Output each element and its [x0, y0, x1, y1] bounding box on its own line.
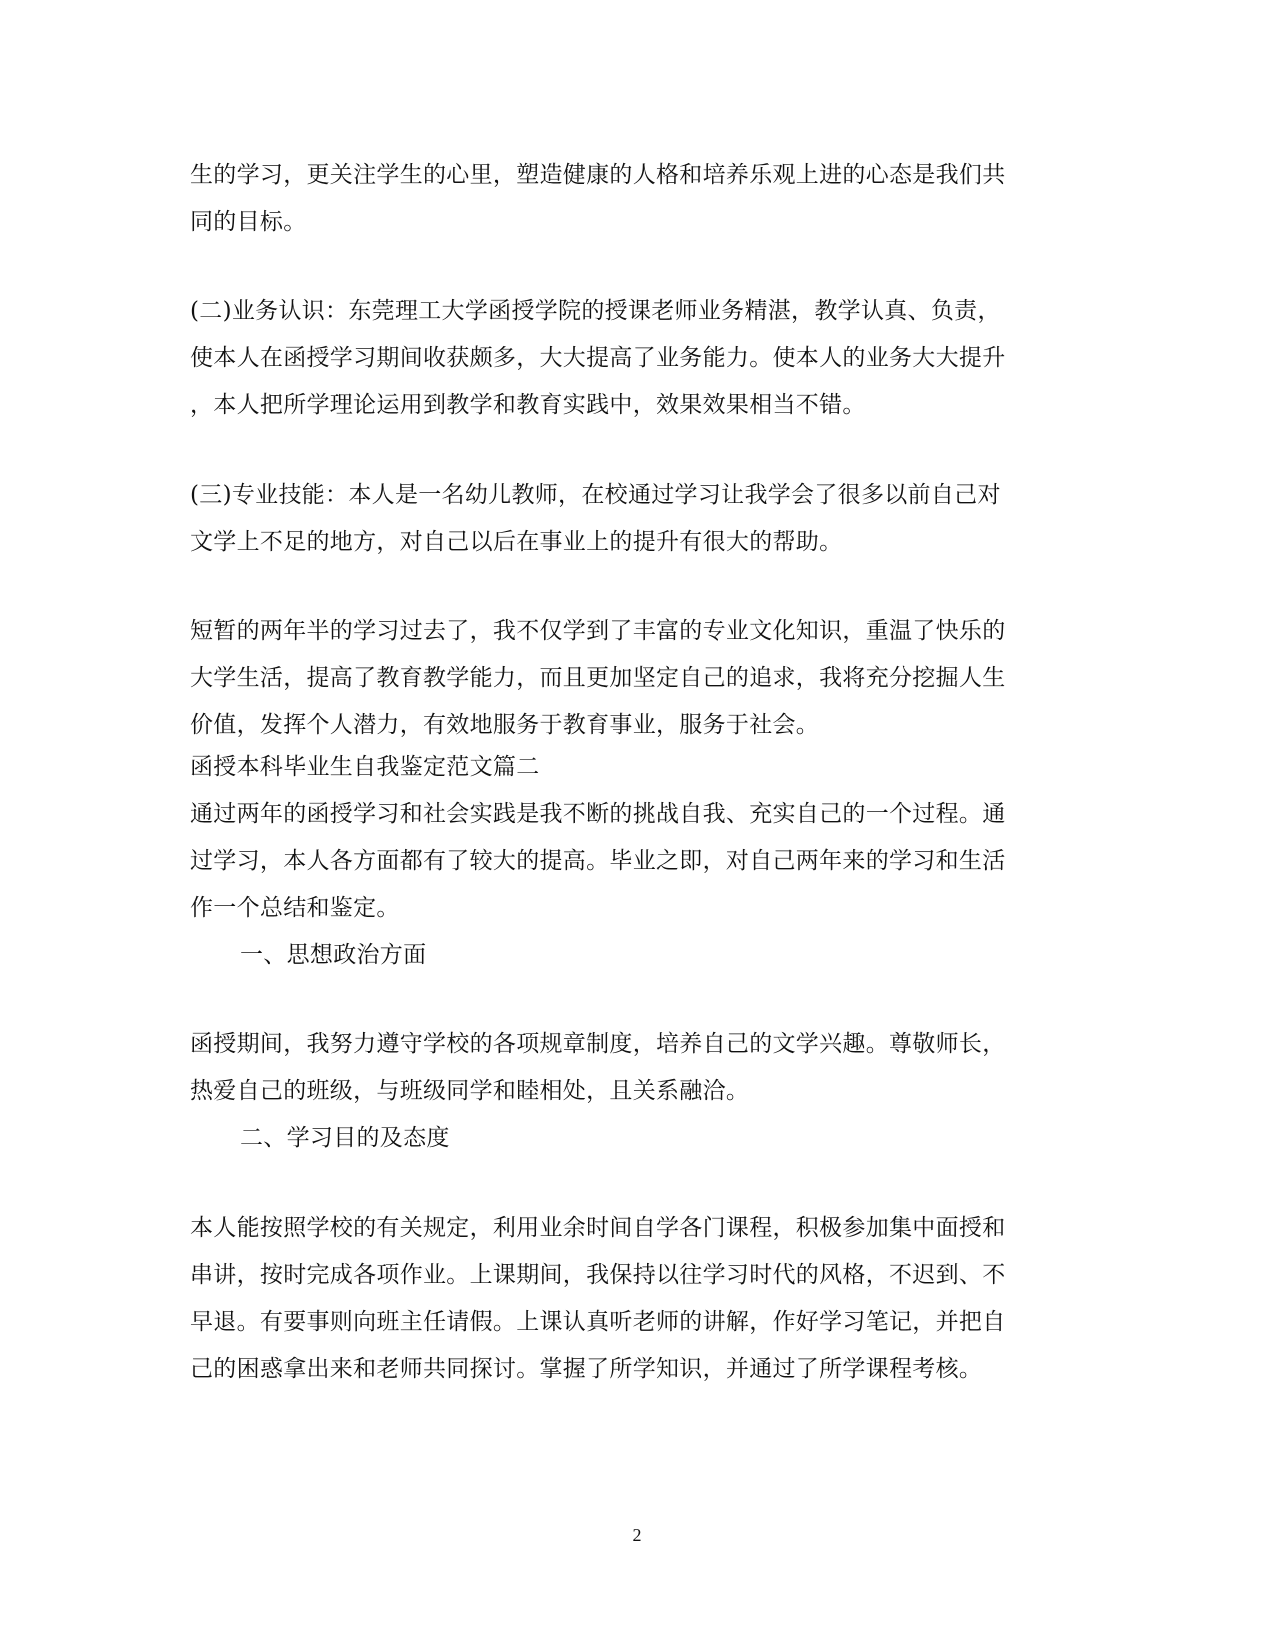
- text-line: 热爱自己的班级，与班级同学和睦相处，且关系融洽。: [190, 1078, 750, 1104]
- text-line: 函授期间，我努力遵守学校的各项规章制度，培养自己的文学兴趣。尊敬师长，: [190, 1031, 1006, 1057]
- section-heading: 函授本科毕业生自我鉴定范文篇二: [190, 754, 540, 780]
- text-line: 文学上不足的地方，对自己以后在事业上的提升有很大的帮助。: [190, 529, 843, 555]
- text-line: 过学习，本人各方面都有了较大的提高。毕业之即，对自己两年来的学习和生活: [190, 848, 1006, 874]
- text-line: 作一个总结和鉴定。: [190, 895, 400, 921]
- text-line: 价值，发挥个人潜力，有效地服务于教育事业，服务于社会。: [190, 712, 820, 738]
- text-line: 使本人在函授学习期间收获颇多，大大提高了业务能力。使本人的业务大大提升: [190, 345, 1006, 371]
- text-line: 早退。有要事则向班主任请假。上课认真听老师的讲解，作好学习笔记，并把自: [190, 1309, 1006, 1335]
- text-line: 本人能按照学校的有关规定，利用业余时间自学各门课程，积极参加集中面授和: [190, 1215, 1006, 1241]
- subsection-heading: 二、学习目的及态度: [240, 1125, 450, 1151]
- text-line: 生的学习，更关注学生的心里，塑造健康的人格和培养乐观上进的心态是我们共: [190, 162, 1006, 188]
- subsection-heading: 一、思想政治方面: [240, 942, 427, 968]
- text-line: 短暂的两年半的学习过去了，我不仅学到了丰富的专业文化知识，重温了快乐的: [190, 618, 1006, 644]
- text-line: 串讲，按时完成各项作业。上课期间，我保持以往学习时代的风格，不迟到、不: [190, 1262, 1006, 1288]
- text-line: 己的困惑拿出来和老师共同探讨。掌握了所学知识，并通过了所学课程考核。: [190, 1356, 983, 1382]
- text-line: 通过两年的函授学习和社会实践是我不断的挑战自我、充实自己的一个过程。通: [190, 801, 1006, 827]
- page-number: 2: [632, 1525, 642, 1545]
- text-line: 同的目标。: [190, 209, 307, 235]
- text-line: (三)专业技能：本人是一名幼儿教师，在校通过学习让我学会了很多以前自己对: [190, 482, 1001, 508]
- text-line: (二)业务认识：东莞理工大学函授学院的授课老师业务精湛，教学认真、负责，: [190, 298, 1001, 324]
- text-line: 大学生活，提高了教育教学能力，而且更加坚定自己的追求，我将充分挖掘人生: [190, 665, 1006, 691]
- text-line: ，本人把所学理论运用到教学和教育实践中，效果效果相当不错。: [190, 392, 866, 418]
